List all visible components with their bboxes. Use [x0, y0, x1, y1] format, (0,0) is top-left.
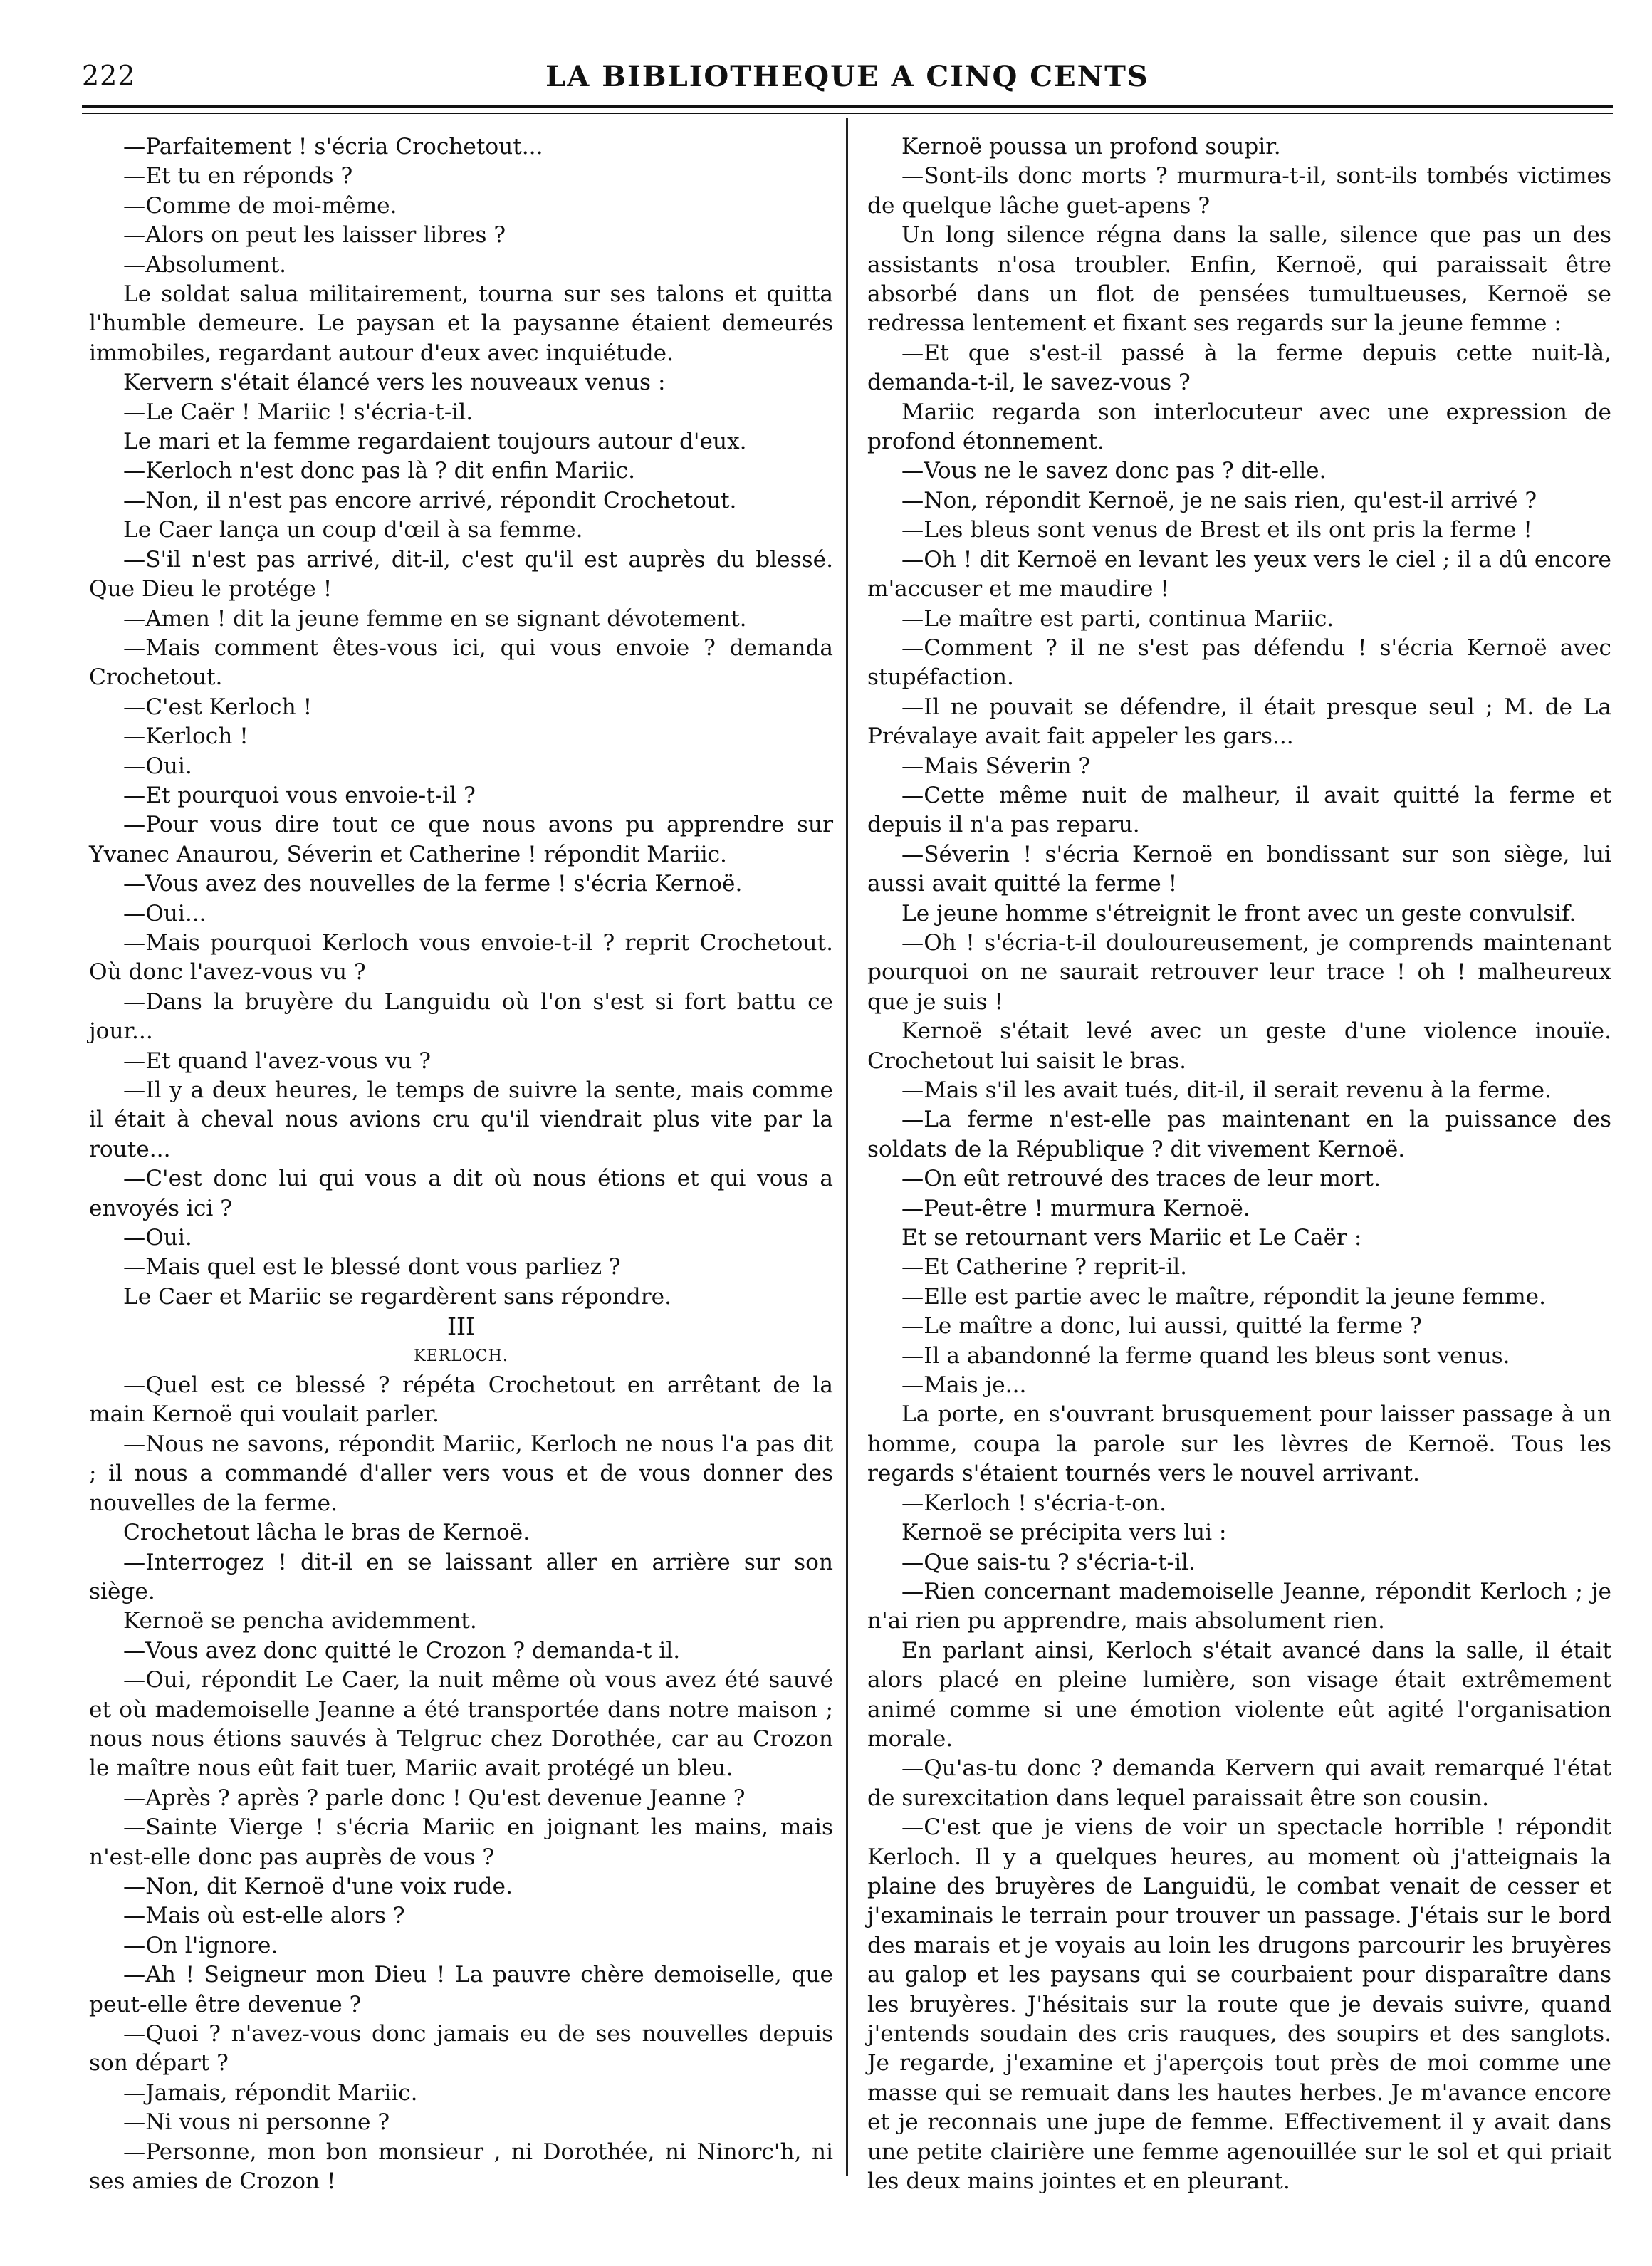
left-column — [89, 132, 833, 2196]
paragraph: Le Caer et Mariic se regardèrent sans répondre. — [123, 1283, 672, 1310]
paragraph: —Il y a deux heures, le temps de suivre la sente, mais comme il était à cheval nous avions cru qu'il viendrait plus vite par la route... — [89, 1077, 833, 1162]
paragraph: La porte, en s'ouvrant brusquement pour laisser passage à un homme, coupa la parole sur les lèvres de Kernoë. Tous les regards s'étaient tournés vers le nouvel arrivant. — [867, 1401, 1611, 1487]
paragraph: Le mari et la femme regardaient toujours autour d'eux. — [123, 429, 747, 455]
paragraph: —On l'ignore. — [123, 1932, 278, 1958]
paragraph: —Et Catherine ? reprit-il. — [901, 1254, 1188, 1280]
paragraph: —Nous ne savons, répondit Mariic, Kerloch ne nous l'a pas dit ; il nous a commandé d'aller vers vous et de vous donner des nouvelles de la ferme. — [89, 1431, 833, 1516]
paragraph: —Le maître est parti, continua Mariic. — [901, 605, 1334, 632]
paragraph: —Mais où est-elle alors ? — [123, 1903, 405, 1929]
paragraph: —On eût retrouvé des traces de leur mort. — [901, 1166, 1381, 1192]
paragraph: —Alors on peut les laisser libres ? — [123, 222, 506, 249]
paragraph: Kernoë se pencha avidemment. — [123, 1608, 477, 1634]
paragraph: —Non, répondit Kernoë, je ne sais rien, qu'est-il arrivé ? — [901, 487, 1537, 513]
paragraph: —Absolument. — [123, 251, 287, 278]
paragraph: —Parfaitement ! s'écria Crochetout... — [123, 134, 543, 160]
paragraph: —Pour vous dire tout ce que nous avons pu apprendre sur Yvanec Anaurou, Séverin et Catherine ! répondit Mariic. — [89, 812, 833, 867]
paragraph: En parlant ainsi, Kerloch s'était avancé dans la salle, il était alors placé en pleine lumière, son visage était extrêmement animé comme si une émotion violente eût agité l'organisation morale. — [867, 1637, 1611, 1752]
paragraph: Kernoë poussa un profond soupir. — [901, 134, 1281, 160]
paragraph: —C'est donc lui qui vous a dit où nous étions et qui vous a envoyés ici ? — [89, 1166, 833, 1221]
paragraph: —C'est Kerloch ! — [123, 694, 313, 720]
paragraph: —Comme de moi-même. — [123, 192, 397, 219]
paragraph: —La ferme n'est-elle pas maintenant en la puissance des soldats de la République ? dit vivement Kernoë. — [867, 1107, 1611, 1162]
paragraph: —Mais Séverin ? — [901, 753, 1091, 779]
paragraph: —Il a abandonné la ferme quand les bleus sont venus. — [901, 1342, 1510, 1369]
paragraph: —Que sais-tu ? s'écria-t-il. — [901, 1549, 1196, 1575]
paragraph: —Et tu en réponds ? — [123, 163, 353, 189]
paragraph: —Jamais, répondit Mariic. — [123, 2079, 418, 2106]
header-rule — [82, 105, 1613, 108]
paragraph: —Et que s'est-il passé à la ferme depuis cette nuit-là, demanda-t-il, le savez-vous ? — [867, 340, 1611, 396]
header-rule-thin — [82, 113, 1613, 114]
paragraph: —Non, dit Kernoë d'une voix rude. — [123, 1873, 513, 1899]
page-header — [82, 60, 1613, 103]
page-number: 222 — [82, 60, 136, 91]
paragraph: —C'est que je viens de voir un spectacle horrible ! répondit Kerloch. Il y a quelques heures, au moment où j'atteignais la plaine des bruyères de Languidü, le combat venait de cesser et j'examinais le terrain pour trouver un passage. J'étais sur le bord des marais et je voyais au loin les drugons parcourir les bruyères au galop et les paysans qui se courbaient pour disparaître dans les bruyères. J'hésitais sur la route que je devais suivre, quand j'entends soudain des cris rauques, des soupirs et des sanglots. Je regarde, j'examine et j'aperçois tout près de moi comme une masse qui se remuait dans les hautes herbes. Je m'avance encore et je reconnais une jupe de femme. Effectivement il y avait dans une petite clairière une femme agenouillée sur le sol et qui priait les deux mains jointes et en pleurant. — [867, 1815, 1611, 2195]
paragraph: —Qu'as-tu donc ? demanda Kervern qui avait remarqué l'état de surexcitation dans lequel paraissait être son cousin. — [867, 1755, 1611, 1811]
section-title: KERLOCH. — [414, 1347, 508, 1365]
paragraph: —Quoi ? n'avez-vous donc jamais eu de ses nouvelles depuis son départ ? — [89, 2021, 833, 2077]
column-divider — [846, 118, 848, 2176]
paragraph: —Cette même nuit de malheur, il avait quitté la ferme et depuis il n'a pas reparu. — [867, 782, 1611, 838]
paragraph: —Vous ne le savez donc pas ? dit-elle. — [901, 458, 1327, 484]
paragraph: Kervern s'était élancé vers les nouveaux venus : — [123, 370, 666, 396]
paragraph: —Dans la bruyère du Languidu où l'on s'est si fort battu ce jour... — [89, 988, 833, 1045]
paragraph: —Mais pourquoi Kerloch vous envoie-t-il ? reprit Crochetout. Où donc l'avez-vous vu ? — [89, 929, 833, 986]
paragraph: —Sainte Vierge ! s'écria Mariic en joignant les mains, mais n'est-elle donc pas auprès de vous ? — [89, 1815, 833, 1870]
paragraph: Crochetout lâcha le bras de Kernoë. — [123, 1520, 530, 1546]
paragraph: —Oh ! dit Kernoë en levant les yeux vers le ciel ; il a dû encore m'accuser et me maudire ! — [867, 546, 1611, 602]
paragraph: Mariic regarda son interlocuteur avec une expression de profond étonnement. — [867, 399, 1611, 455]
paragraph: —Ah ! Seigneur mon Dieu ! La pauvre chère demoiselle, que peut-elle être devenue ? — [89, 1962, 833, 2017]
paragraph: —Comment ? il ne s'est pas défendu ! s'écria Kernoë avec stupéfaction. — [867, 635, 1611, 691]
paragraph: —Mais s'il les avait tués, dit-il, il serait revenu à la ferme. — [901, 1077, 1552, 1103]
paragraph: —Sont-ils donc morts ? murmura-t-il, sont-ils tombés victimes de quelque lâche guet-apens ? — [867, 163, 1611, 219]
paragraph: —Oui... — [123, 900, 206, 926]
paragraph: Un long silence régna dans la salle, silence que pas un des assistants n'osa troubler. Enfin, Kernoë, qui paraissait être absorbé dans un flot de pensées tumultueuses, Kernoë se redressa lentement et fixant ses regards sur la jeune femme : — [867, 222, 1611, 337]
paragraph: —Le Caër ! Mariic ! s'écria-t-il. — [123, 399, 474, 425]
paragraph: —Rien concernant mademoiselle Jeanne, répondit Kerloch ; je n'ai rien pu apprendre, mais absolument rien. — [867, 1578, 1611, 1634]
paragraph: —Séverin ! s'écria Kernoë en bondissant sur son siège, lui aussi avait quitté la ferme ! — [867, 841, 1611, 897]
paragraph: —Le maître a donc, lui aussi, quitté la ferme ? — [901, 1313, 1422, 1340]
right-column — [867, 132, 1611, 2196]
paragraph: —Oui. — [123, 753, 192, 779]
paragraph: —Et quand l'avez-vous vu ? — [123, 1048, 431, 1074]
running-title: LA BIBLIOTHEQUE A CINQ CENTS — [545, 60, 1149, 93]
paragraph: —Après ? après ? parle donc ! Qu'est devenue Jeanne ? — [123, 1785, 746, 1811]
paragraph: —Ni vous ni personne ? — [123, 2109, 390, 2136]
paragraph: Le soldat salua militairement, tourna sur ses talons et quitta l'humble demeure. Le paysan et la paysanne étaient demeurés immobiles, regardant autour d'eux avec inquiétude. — [89, 281, 833, 366]
paragraph: —Interrogez ! dit-il en se laissant aller en arrière sur son siège. — [89, 1549, 833, 1604]
paragraph: Kernoë s'était levé avec un geste d'une violence inouïe. Crochetout lui saisit le bras. — [867, 1018, 1611, 1074]
paragraph: —Elle est partie avec le maître, répondit la jeune femme. — [901, 1283, 1547, 1310]
paragraph: —Oui, répondit Le Caer, la nuit même où vous avez été sauvé et où mademoiselle Jeanne a été transportée dans notre maison ; nous nous étions sauvés à Telgruc chez Dorothée, car au Crozon le maître nous eût fait tuer, Mariic avait protégé un bleu. — [89, 1667, 833, 1782]
paragraph: —Oui. — [123, 1225, 192, 1251]
paragraph: —Kerloch n'est donc pas là ? dit enfin Mariic. — [123, 458, 636, 484]
paragraph: —Et pourquoi vous envoie-t-il ? — [123, 782, 476, 808]
paragraph: —Oh ! s'écria-t-il douloureusement, je comprends maintenant pourquoi on ne saurait retrouver leur trace ! oh ! malheureux que je suis ! — [867, 929, 1611, 1015]
paragraph: —Personne, mon bon monsieur , ni Dorothée, ni Ninorc'h, ni ses amies de Crozon ! — [89, 2139, 833, 2195]
paragraph: —Kerloch ! — [123, 724, 249, 750]
paragraph: —Non, il n'est pas encore arrivé, répondit Crochetout. — [123, 487, 737, 513]
section-number: III — [446, 1312, 476, 1341]
paragraph: —Il ne pouvait se défendre, il était presque seul ; M. de La Prévalaye avait fait appeler les gars... — [867, 694, 1611, 750]
paragraph: —Amen ! dit la jeune femme en se signant dévotement. — [123, 605, 747, 632]
paragraph: —S'il n'est pas arrivé, dit-il, c'est qu'il est auprès du blessé. Que Dieu le protége ! — [89, 546, 833, 602]
paragraph: —Les bleus sont venus de Brest et ils ont pris la ferme ! — [901, 517, 1532, 543]
paragraph: —Mais je... — [901, 1372, 1027, 1399]
paragraph: —Vous avez donc quitté le Crozon ? demanda-t il. — [123, 1637, 681, 1664]
paragraph: —Kerloch ! s'écria-t-on. — [901, 1490, 1167, 1516]
paragraph: —Quel est ce blessé ? répéta Crochetout en arrêtant de la main Kernoë qui voulait parler. — [89, 1372, 833, 1428]
paragraph: —Mais quel est le blessé dont vous parliez ? — [123, 1254, 621, 1280]
paragraph: —Mais comment êtes-vous ici, qui vous envoie ? demanda Crochetout. — [89, 635, 833, 691]
paragraph: Kernoë se précipita vers lui : — [901, 1520, 1227, 1546]
paragraph: Le jeune homme s'étreignit le front avec un geste convulsif. — [901, 900, 1577, 926]
paragraph: Le Caer lança un coup d'œil à sa femme. — [123, 517, 583, 543]
paragraph: —Peut-être ! murmura Kernoë. — [901, 1195, 1250, 1221]
paragraph: Et se retournant vers Mariic et Le Caër : — [901, 1225, 1362, 1251]
paragraph: —Vous avez des nouvelles de la ferme ! s'écria Kernoë. — [123, 871, 743, 897]
